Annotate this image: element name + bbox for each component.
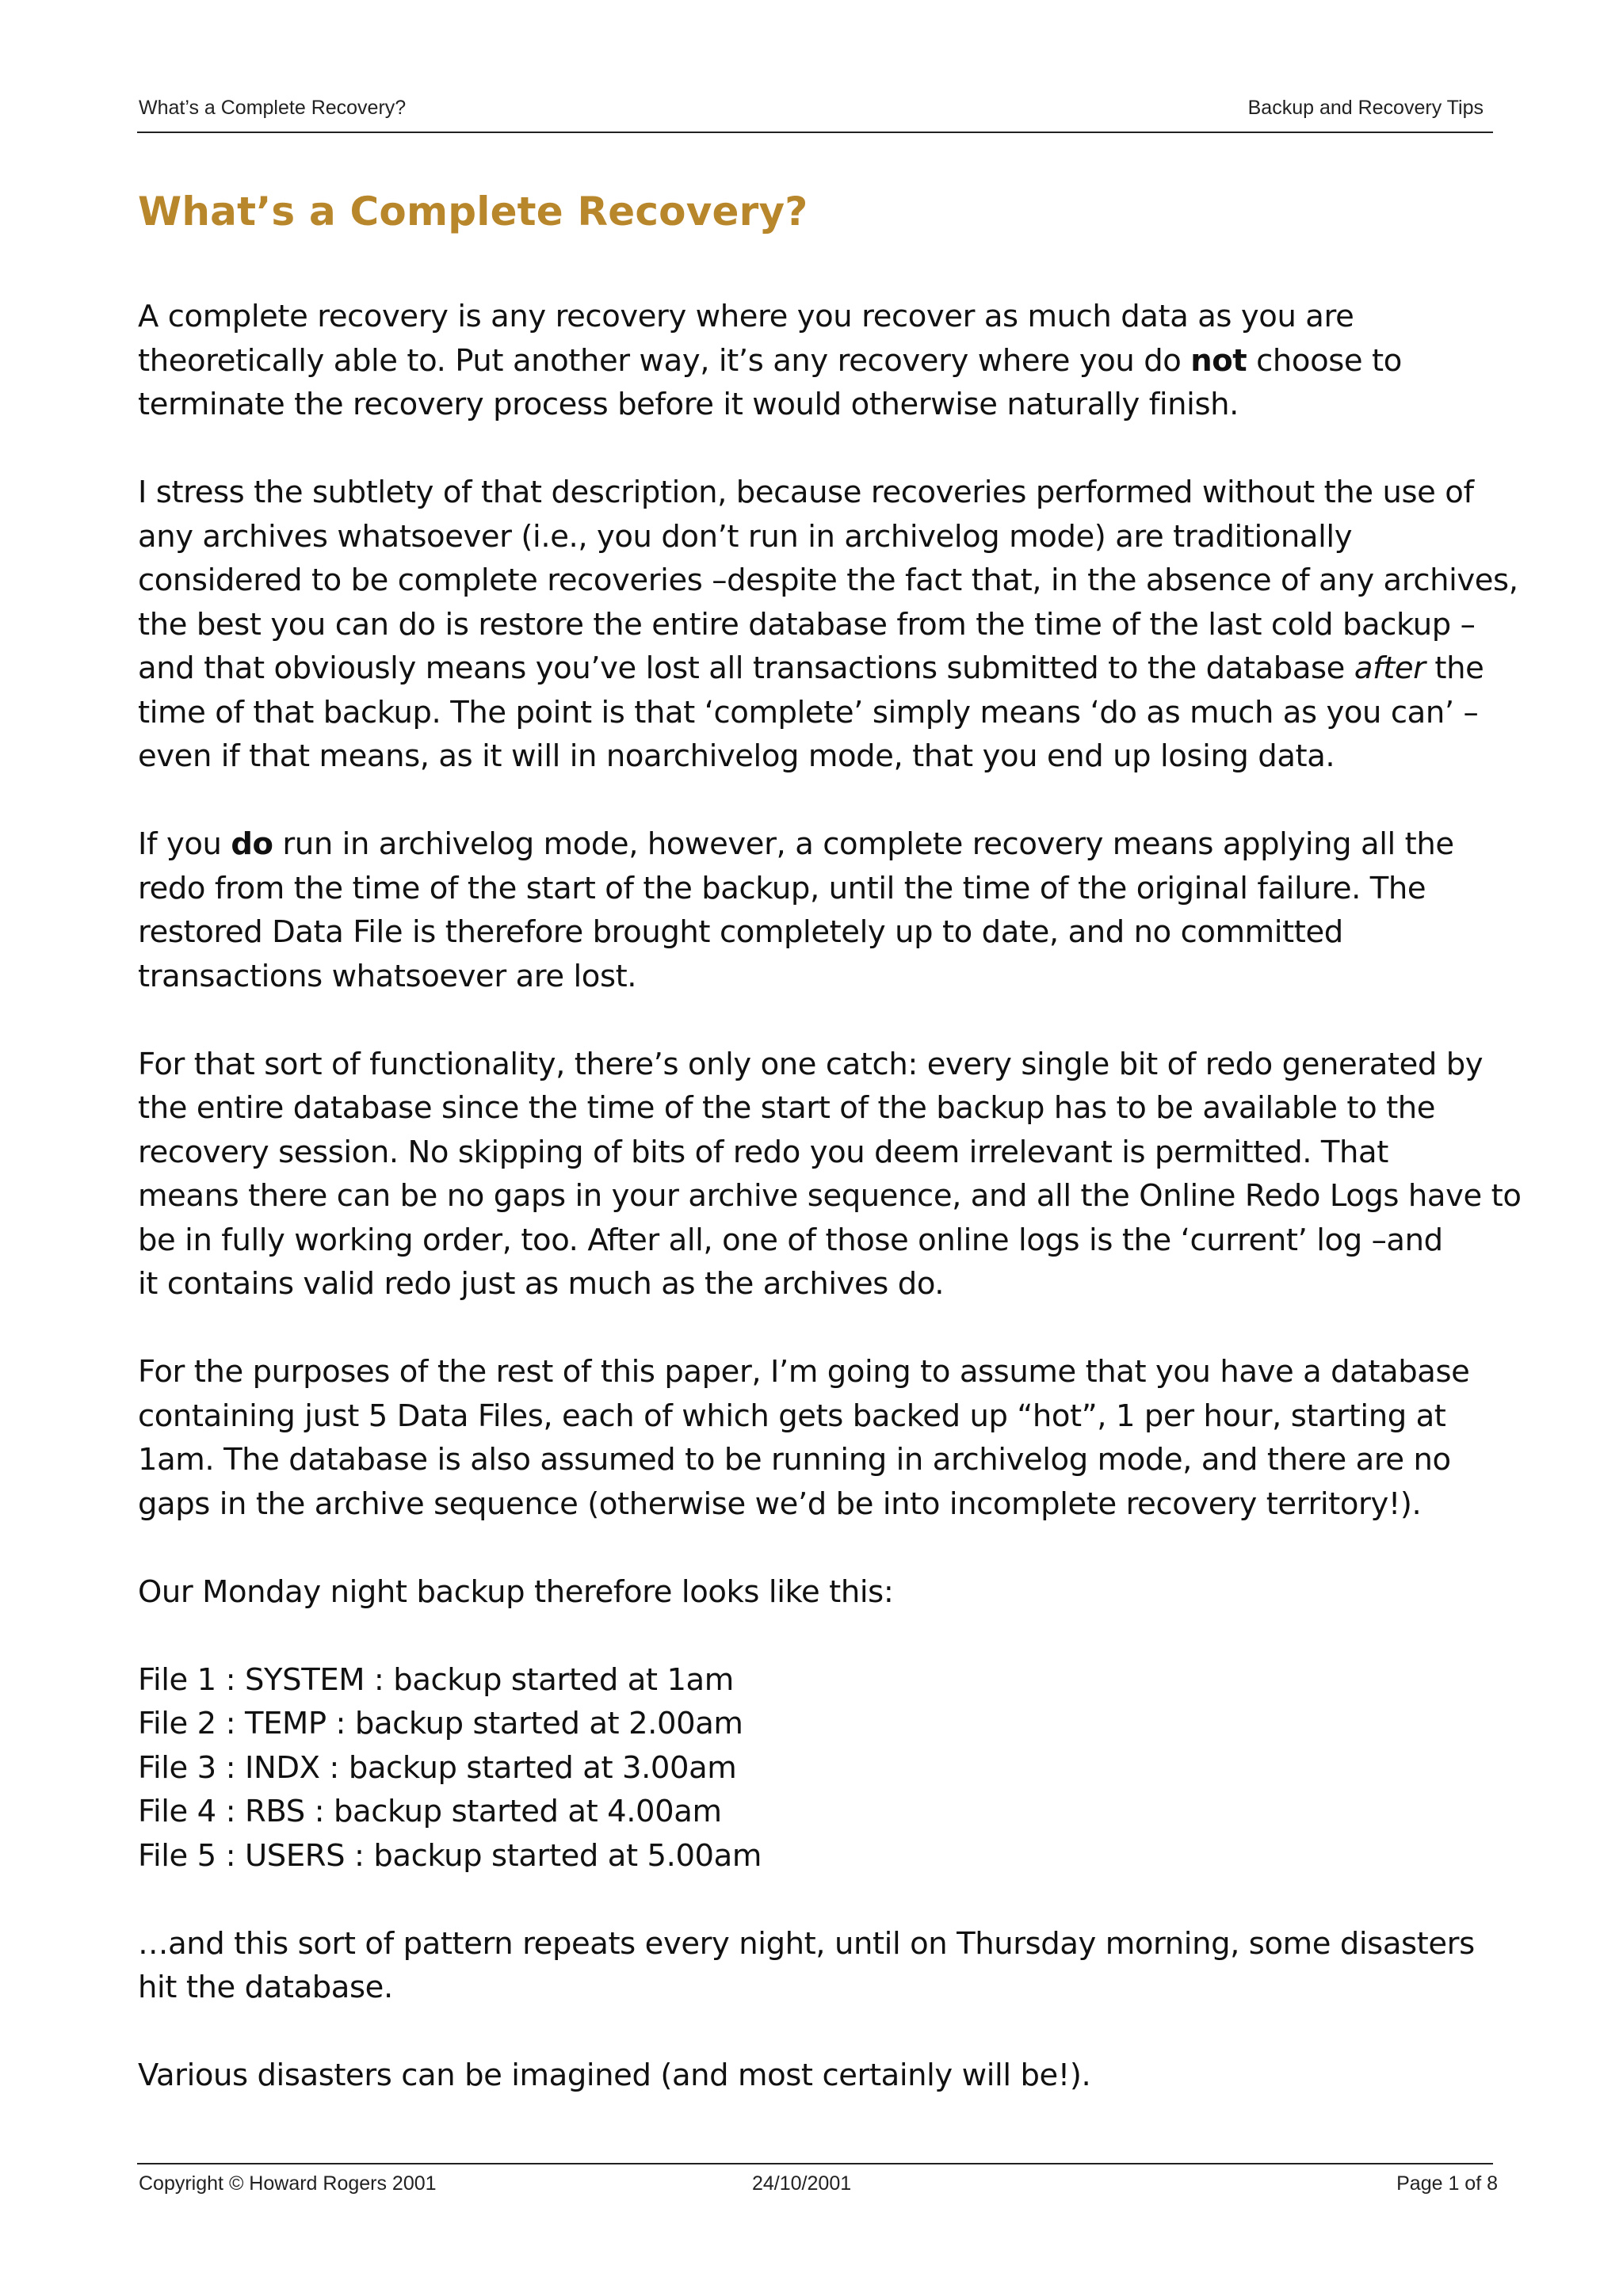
text-line: restored Data File is therefore brought completely up to date, and no committed	[138, 914, 1343, 950]
emphasis-not: not	[1190, 342, 1247, 379]
page-title: What’s a Complete Recovery?	[138, 189, 808, 235]
text-line: even if that means, as it will in noarchivelog mode, that you end up losing data.	[138, 738, 1335, 774]
text-line: time of that backup. The point is that ‘complete’ simply means ‘do as much as you can’ –	[138, 694, 1479, 730]
footer-date: 24/10/2001	[752, 2172, 852, 2195]
header-section-title: What’s a Complete Recovery?	[139, 97, 407, 119]
text-line: transactions whatsoever are lost.	[138, 958, 637, 994]
paragraph-pattern	[138, 1922, 1517, 2010]
text-line: recovery session. No skipping of bits of redo you deem irrelevant is permitted. That	[138, 1134, 1388, 1170]
text-line: 1am. The database is also assumed to be running in archivelog mode, and there are no	[138, 1442, 1451, 1478]
text-line: the entire database since the time of the start of the backup has to be available to the	[138, 1090, 1436, 1126]
text-line: …and this sort of pattern repeats every night, until on Thursday morning, some disasters	[138, 1925, 1475, 1962]
text-line: means there can be no gaps in your archive sequence, and all the Online Redo Logs have to	[138, 1178, 1522, 1214]
emphasis-do: do	[231, 826, 273, 862]
paragraph-intro-list	[138, 1570, 1517, 1615]
text-line: terminate the recovery process before it would otherwise naturally finish.	[138, 387, 1239, 422]
paragraph-archivelog	[138, 822, 1517, 998]
text-line: theoretically able to. Put another way, it’s any recovery where you do not choose to	[138, 342, 1402, 379]
list-item: File 1 : SYSTEM : backup started at 1am	[138, 1661, 734, 1698]
text-line: be in fully working order, too. After all, one of those online logs is the ‘current’ log –and	[138, 1222, 1443, 1258]
text-line: containing just 5 Data Files, each of which gets backed up “hot”, 1 per hour, starting at	[138, 1398, 1446, 1434]
paragraph-subtlety	[138, 471, 1517, 779]
text-line: redo from the time of the start of the backup, until the time of the original failure. The	[138, 870, 1426, 906]
paragraph-assumptions	[138, 1350, 1517, 1526]
text-line: A complete recovery is any recovery where you recover as much data as you are	[138, 299, 1354, 334]
paragraph-catch	[138, 1043, 1522, 1306]
text-line: If you do run in archivelog mode, however, a complete recovery means applying all the	[138, 826, 1454, 862]
text-line: I stress the subtlety of that description, because recoveries performed without the use of	[138, 475, 1474, 510]
text-line: it contains valid redo just as much as the archives do.	[138, 1266, 945, 1302]
footer-copyright: Copyright © Howard Rogers 2001	[139, 2172, 437, 2195]
text-line: For that sort of functionality, there’s only one catch: every single bit of redo generated by	[138, 1046, 1484, 1082]
text-line: the best you can do is restore the entire database from the time of the last cold backup –	[138, 606, 1476, 643]
emphasis-after: after	[1354, 650, 1426, 686]
list-item: File 3 : INDX : backup started at 3.00am	[138, 1749, 737, 1786]
list-item: File 4 : RBS : backup started at 4.00am	[138, 1794, 722, 1829]
text-line: Our Monday night backup therefore looks like this:	[138, 1573, 894, 1610]
footer-page-number: Page 1 of 8	[1396, 2172, 1498, 2195]
list-item: File 2 : TEMP : backup started at 2.00am	[138, 1706, 743, 1741]
backup-file-list	[138, 1658, 1517, 1878]
page-header	[137, 93, 1493, 133]
text-line: gaps in the archive sequence (otherwise we’d be into incomplete recovery territory!).	[138, 1486, 1422, 1522]
text-line: any archives whatsoever (i.e., you don’t run in archivelog mode) are traditionally	[138, 518, 1353, 555]
text-line: hit the database.	[138, 1970, 393, 2005]
page-footer	[137, 2163, 1498, 2204]
list-item: File 5 : USERS : backup started at 5.00am	[138, 1837, 762, 1874]
paragraph-definition	[138, 295, 1517, 427]
text-line: and that obviously means you’ve lost all transactions submitted to the database after the	[138, 650, 1484, 686]
text-line: Various disasters can be imagined (and most certainly will be!).	[138, 2058, 1091, 2093]
text-line: For the purposes of the rest of this paper, I’m going to assume that you have a database	[138, 1354, 1470, 1390]
paragraph-disasters	[138, 2054, 1517, 2098]
text-line: considered to be complete recoveries –despite the fact that, in the absence of any archives,	[138, 563, 1518, 598]
header-document-title: Backup and Recovery Tips	[1247, 97, 1484, 119]
document-body	[138, 295, 1522, 2142]
